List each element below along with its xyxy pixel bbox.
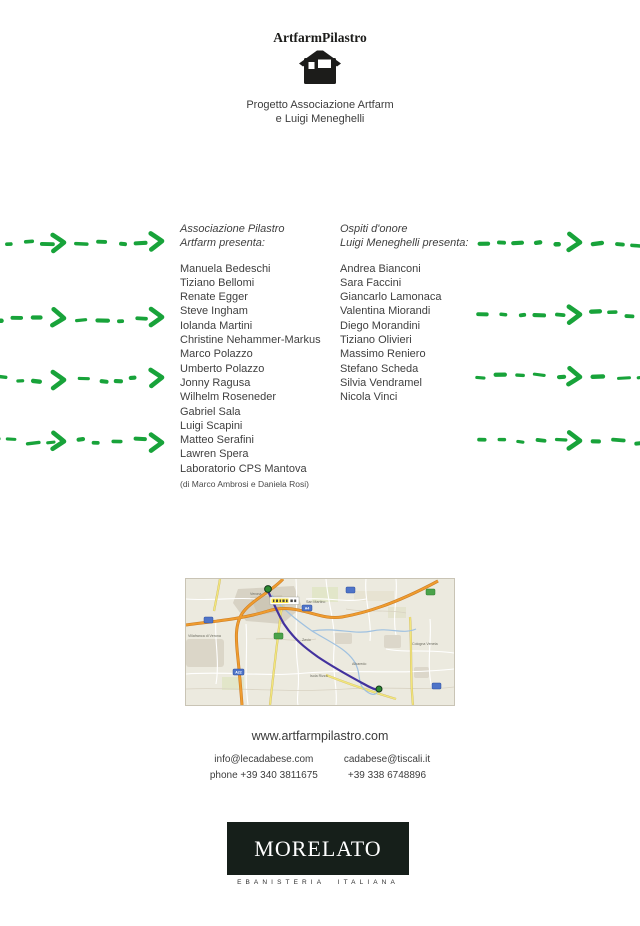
list-item: Lawren Spera (180, 448, 249, 461)
artists-column-left (180, 222, 344, 491)
green-dashed-arrow (472, 428, 640, 454)
list-item: Jonny Ragusa (180, 376, 251, 389)
email-right: cadabese@tiscali.it (343, 754, 431, 765)
sponsor-logo-box (227, 822, 409, 875)
sponsor-name: MORELATO (254, 835, 382, 861)
list-item: Nicola Vinci (340, 391, 398, 404)
list-item: Marco Polazzo (180, 348, 253, 361)
route-start-marker (265, 586, 272, 593)
map-label-albaredo: Albaredo (352, 662, 367, 666)
map-label-verona: Verona (250, 592, 262, 596)
left-header-line-1: Associazione Pilastro (180, 223, 285, 235)
green-dashed-arrow (0, 306, 176, 332)
list-item: Sara Faccini (340, 276, 402, 289)
green-dashed-arrow (0, 428, 176, 454)
left-header-line-2: Artfarm presenta: (180, 237, 265, 250)
list-item: Tiziano Bellomi (180, 276, 255, 289)
list-item: Umberto Polazzo (180, 362, 265, 375)
list-item: Giancarlo Lamonaca (340, 291, 442, 304)
subtitle-line-2: e Luigi Meneghelli (275, 113, 365, 125)
contact-block (0, 752, 640, 784)
list-item: Silvia Vendramel (340, 376, 422, 389)
logo-wordmark: ArtfarmPilastro (273, 30, 367, 45)
right-header-line-2: Luigi Meneghelli presenta: (340, 237, 469, 250)
green-dashed-arrow (472, 363, 640, 389)
list-item: Stefano Scheda (340, 362, 419, 375)
list-item: Gabriel Sala (180, 405, 241, 418)
list-item: Steve Ingham (180, 305, 248, 318)
map-label-sanmartino: San Martino (306, 600, 326, 604)
shield-a4: A4 (304, 606, 310, 611)
contact-column-right (344, 752, 430, 784)
left-column-header (180, 222, 344, 251)
route-map (185, 578, 455, 706)
sponsor-tagline: EBANISTERIA ITALIANA (237, 879, 399, 886)
list-item: Valentina Miorandi (340, 305, 431, 318)
right-artist-list (340, 262, 490, 405)
contact-column-left (210, 752, 318, 784)
map-label-cologna: Cologna Veneta (412, 642, 438, 646)
list-item: Matteo Serafini (180, 434, 254, 447)
list-item: Christine Nehammer-Markus (180, 334, 321, 347)
green-dashed-arrow (0, 366, 176, 392)
list-item: Laboratorio CPS Mantova (180, 462, 307, 475)
map-label-villafranca: Villafranca di Verona (188, 634, 221, 638)
list-item: Luigi Scapini (180, 419, 243, 432)
subtitle-line-1: Progetto Associazione Artfarm (246, 99, 394, 111)
left-list-note: (di Marco Ambrosi e Daniela Rosi) (180, 479, 309, 490)
phone-right: +39 338 6748896 (347, 770, 427, 781)
list-item: Iolanda Martini (180, 319, 253, 332)
list-item: Massimo Reniero (340, 348, 426, 361)
list-item: Diego Morandini (340, 319, 421, 332)
house-icon (298, 49, 342, 85)
green-dashed-arrow (472, 301, 640, 327)
phone-left: phone +39 340 3811675 (209, 770, 318, 781)
artists-column-right (340, 222, 490, 405)
subtitle (0, 98, 640, 126)
green-dashed-arrow (0, 229, 176, 255)
right-column-header (340, 222, 490, 251)
shield-a22: A22 (235, 670, 242, 675)
list-item: Renate Egger (180, 291, 248, 304)
right-header-line-1: Ospiti d'onore (340, 223, 408, 235)
map-label-isolarizza: Isola Rizza (310, 674, 328, 678)
map-label-zevio: Zevio (302, 638, 311, 642)
green-dashed-arrow (472, 231, 640, 257)
list-item: Tiziano Olivieri (340, 334, 412, 347)
route-map-image (186, 579, 454, 705)
website-url: www.artfarmpilastro.com (251, 729, 389, 743)
list-item: Manuela Bedeschi (180, 262, 271, 275)
left-artist-list (180, 262, 344, 476)
list-item: Wilhelm Roseneder (180, 391, 276, 404)
list-item: Andrea Bianconi (340, 262, 421, 275)
email-left: info@lecadabese.com (214, 754, 314, 765)
route-end-marker (376, 686, 382, 692)
